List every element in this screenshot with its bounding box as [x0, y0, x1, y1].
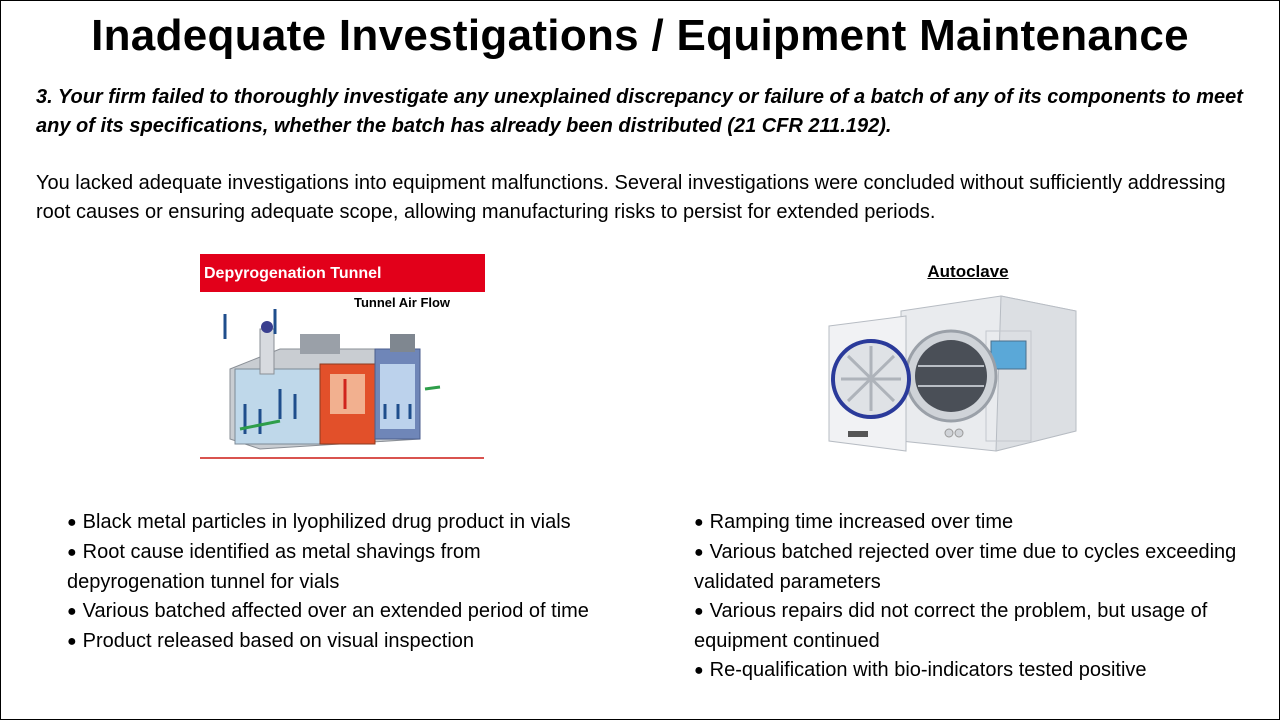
bullet-icon: ●: [67, 603, 77, 620]
tunnel-subtitle: Tunnel Air Flow: [354, 295, 451, 310]
bullet-icon: ●: [694, 662, 704, 679]
bullet-icon: ●: [67, 544, 77, 561]
bullet-icon: ●: [694, 514, 704, 531]
depyrogenation-tunnel-diagram-icon: [220, 309, 450, 454]
autoclave-label: Autoclave: [927, 262, 1009, 281]
list-item: ● Product released based on visual inspection: [67, 630, 475, 652]
list-item: ● Ramping time increased over time: [694, 511, 1014, 533]
bullet-icon: ●: [67, 633, 77, 650]
list-item: ● Black metal particles in lyophilized drug product in vials: [67, 511, 571, 533]
list-item: ● Various batched affected over an extended period of time: [67, 600, 589, 622]
list-item: ● Re-qualification with bio-indicators tested positive: [694, 659, 1147, 681]
slide-title: Inadequate Investigations / Equipment Maintenance: [91, 11, 1189, 60]
citation-text: 3. Your firm failed to thoroughly investigate any unexplained discrepancy or failure of a batch of any of its components to meet any of its specifications, whether the batch has already been distributed (21 CFR 211.192).: [36, 86, 1243, 137]
list-item: ● Various repairs did not correct the problem, but usage of equipment continued: [694, 600, 1208, 652]
tunnel-banner: Depyrogenation Tunnel: [200, 254, 485, 292]
depyrogenation-tunnel-figure: [200, 254, 486, 461]
bullet-icon: ●: [694, 544, 704, 561]
tunnel-divider: [200, 457, 484, 459]
list-item: ● Various batched rejected over time due to cycles exceeding validated parameters: [694, 541, 1237, 593]
list-item: ● Root cause identified as metal shavings from depyrogenation tunnel for vials: [67, 541, 481, 593]
autoclave-photo-icon: [826, 291, 1081, 461]
autoclave-findings-list: [694, 508, 1239, 686]
bullet-icon: ●: [694, 603, 704, 620]
bullet-icon: ●: [67, 514, 77, 531]
summary-paragraph: You lacked adequate investigations into equipment malfunctions. Several investigations were concluded without sufficiently addressing root causes or ensuring adequate scope, allowing manufacturing risks to persist for extended periods.: [36, 172, 1226, 223]
tunnel-findings-list: [67, 508, 597, 657]
